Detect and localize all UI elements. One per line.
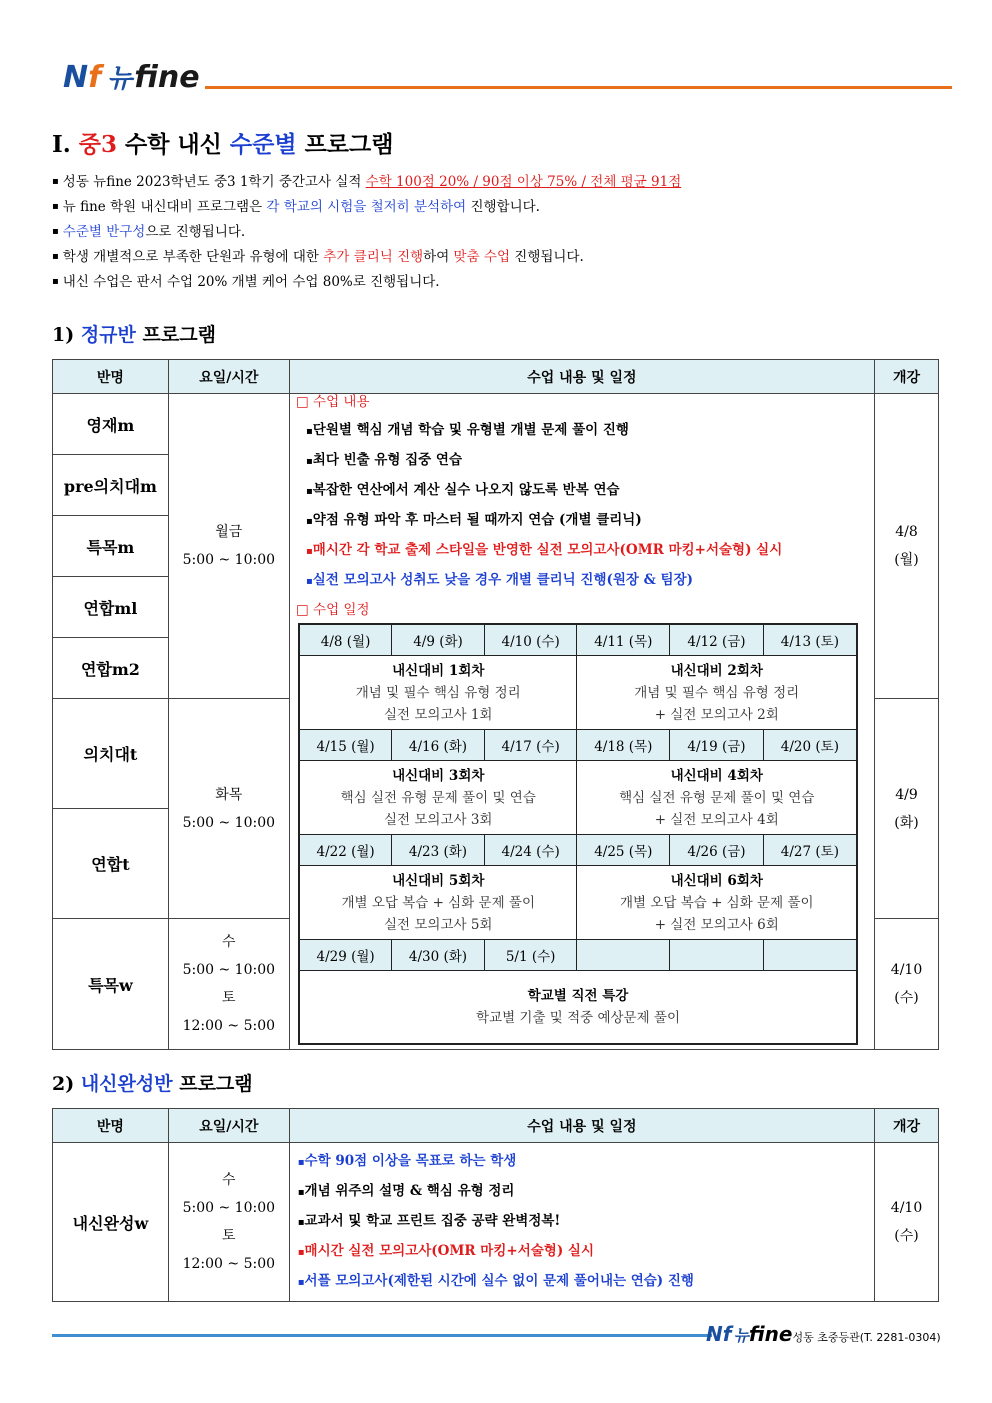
bullet-results: ▪ 성동 뉴fine 2023학년도 중3 1학기 중간고사 실적 수학 100점 20% / 90점 이상 75% / 전체 평균 91점 — [52, 174, 682, 190]
content-title: □ 수업 내용 — [296, 394, 370, 410]
content-item-text: 개념 위주의 설명 & 핵심 유형 정리 — [304, 1183, 515, 1199]
content-item: ▪복잡한 연산에서 계산 실수 나오지 않도록 반복 연습 — [306, 482, 620, 498]
bullet-highlight: 맞춤 수업 — [453, 249, 510, 265]
class-time-tue-thu — [168, 699, 289, 919]
open-date-complete — [875, 1143, 939, 1302]
open-day: (월) — [894, 552, 919, 568]
schedule-desc-row — [299, 761, 857, 835]
schedule-day: 4/25 (목) — [577, 835, 670, 866]
session-title: 내신대비 5회차 — [392, 872, 485, 889]
bullet-levels: ▪ 수준별 반구성으로 진행됩니다. — [52, 224, 246, 240]
content-item-text: 실전 모의고사 성취도 낮을 경우 개별 클리닉 진행(원장 & 팀장) — [312, 572, 694, 588]
title-grade: 중3 — [78, 131, 118, 158]
session-title: 내신대비 1회차 — [392, 662, 485, 679]
time-days: 수 — [222, 1172, 236, 1188]
schedule-day — [670, 940, 764, 971]
schedule-day: 4/18 (목) — [577, 730, 670, 761]
section-suffix: 프로그램 — [135, 324, 216, 346]
bullet-highlight: 수준별 반구성 — [62, 224, 146, 240]
class-name: 특목m — [53, 516, 169, 577]
complete-content — [289, 1143, 874, 1302]
col-header-open: 개강 — [875, 1109, 939, 1143]
page-title — [52, 126, 393, 159]
logo-mark-n: N — [63, 60, 89, 95]
class-name: 의치대t — [53, 699, 169, 809]
bullet-text: 진행합니다. — [466, 199, 540, 215]
schedule-day: 4/26 (금) — [670, 835, 764, 866]
title-mid: 수학 내신 — [117, 131, 230, 158]
content-item: ▪교과서 및 학교 프린트 집중 공략 완벽정복! — [297, 1213, 561, 1229]
col-header-class: 반명 — [53, 360, 169, 394]
content-item: ▪매시간 각 학교 출제 스타일을 반영한 실전 모의고사(OMR 마킹+서술형) 실시 — [306, 542, 783, 558]
schedule-day-row — [299, 940, 857, 971]
session-detail: 개념 및 필수 핵심 유형 정리 — [355, 684, 521, 701]
open-date: 4/10 — [890, 962, 923, 978]
footer-logo-kr: 뉴 — [733, 1326, 749, 1345]
content-item: ▪단원별 핵심 개념 학습 및 유형별 개별 문제 풀이 진행 — [306, 422, 629, 438]
title-suffix: 프로그램 — [296, 131, 394, 158]
logo-en: fine — [134, 60, 200, 95]
section1-heading — [52, 320, 216, 347]
col-header-time: 요일/시간 — [168, 1109, 289, 1143]
open-date: 4/8 — [895, 524, 918, 540]
session-detail: 개별 오답 복습 + 심화 문제 풀이 — [619, 894, 814, 911]
content-item: ▪수학 90점 이상을 목표로 하는 학생 — [297, 1153, 517, 1169]
session-detail: 학교별 기출 및 적중 예상문제 풀이 — [475, 1010, 681, 1026]
bullet-text: 학생 개별적으로 부족한 단원과 유형에 대한 — [62, 249, 324, 265]
logo-kr: 뉴 — [107, 64, 133, 94]
open-date-c — [875, 919, 939, 1050]
schedule-day: 4/22 (월) — [299, 835, 392, 866]
class-name: 특목w — [53, 919, 169, 1050]
class-name: 연합m2 — [53, 638, 169, 699]
bullet-analysis: ▪ 뉴 fine 학원 내신대비 프로그램은 각 학교의 시험을 철저히 분석하여 진행합니다. — [52, 199, 540, 215]
content-item-text: 교과서 및 학교 프린트 집중 공략 완벽정복! — [304, 1213, 561, 1229]
time-hours: 12:00 ~ 5:00 — [182, 1256, 276, 1272]
content-item: ▪서플 모의고사(제한된 시간에 실수 없이 문제 풀어내는 연습) 진행 — [297, 1273, 694, 1289]
schedule-desc-row — [299, 866, 857, 940]
schedule-day: 4/30 (화) — [392, 940, 485, 971]
bullet-clinic: ▪ 학생 개별적으로 부족한 단원과 유형에 대한 추가 클리닉 진행하여 맞춤 수업 진행됩니다. — [52, 249, 584, 265]
header-rule — [205, 86, 952, 89]
schedule-session — [577, 761, 857, 835]
class-name: pre의치대m — [53, 455, 169, 516]
content-item-text: 수학 90점 이상을 목표로 하는 학생 — [304, 1153, 517, 1169]
schedule-session — [577, 656, 857, 730]
schedule-day: 5/1 (수) — [484, 940, 577, 971]
col-header-content: 수업 내용 및 일정 — [289, 1109, 874, 1143]
bullet-highlight: 수학 100점 20% / 90점 이상 75% / 전체 평균 91점 — [365, 174, 682, 190]
schedule-day: 4/29 (월) — [299, 940, 392, 971]
title-prefix: I. — [52, 131, 79, 158]
brand-logo — [63, 58, 200, 95]
schedule-day: 4/9 (화) — [392, 624, 485, 656]
section2-heading — [52, 1069, 253, 1096]
section-number: 1) — [52, 324, 81, 346]
time-hours: 5:00 ~ 10:00 — [182, 1200, 276, 1216]
time-hours: 12:00 ~ 5:00 — [182, 1018, 276, 1034]
session-detail: 실전 모의고사 1회 — [384, 706, 493, 723]
bullet-text: 하여 — [423, 249, 454, 265]
class-time-mon-fri — [168, 394, 289, 699]
class-name: 연합t — [53, 809, 169, 919]
class-name: 연합ml — [53, 577, 169, 638]
session-title: 학교별 직전 특강 — [527, 988, 629, 1004]
content-item: ▪매시간 실전 모의고사(OMR 마킹+서술형) 실시 — [297, 1243, 594, 1259]
class-name: 영재m — [53, 394, 169, 455]
section-number: 2) — [52, 1073, 81, 1095]
bullet-text: 진행됩니다. — [510, 249, 584, 265]
session-detail: 개별 오답 복습 + 심화 문제 풀이 — [341, 894, 536, 911]
time-hours: 5:00 ~ 10:00 — [182, 552, 276, 568]
bullet-text: 내신 수업은 판서 수업 20% 개별 케어 수업 80%로 진행됩니다. — [62, 274, 440, 290]
session-detail: 실전 모의고사 3회 — [384, 811, 493, 828]
session-detail: 핵심 실전 유형 문제 풀이 및 연습 — [340, 789, 536, 806]
open-date: 4/9 — [895, 786, 918, 803]
schedule-special — [299, 971, 857, 1045]
footer-brand — [706, 1322, 941, 1346]
content-item: ▪개념 위주의 설명 & 핵심 유형 정리 — [297, 1183, 515, 1199]
content-item: ▪실전 모의고사 성취도 낮을 경우 개별 클리닉 진행(원장 & 팀장) — [306, 572, 694, 588]
bullet-highlight: 추가 클리닉 진행 — [323, 249, 424, 265]
session-title: 내신대비 4회차 — [670, 767, 763, 784]
schedule-day — [577, 940, 670, 971]
col-header-class: 반명 — [53, 1109, 169, 1143]
time-days: 화목 — [215, 786, 243, 803]
session-detail: 실전 모의고사 5회 — [384, 916, 493, 933]
col-header-open: 개강 — [875, 360, 939, 394]
time-hours: 5:00 ~ 10:00 — [182, 962, 276, 978]
footer-logo-en: fine — [748, 1322, 793, 1346]
schedule-day: 4/24 (수) — [484, 835, 577, 866]
content-item: ▪최다 빈출 유형 집중 연습 — [306, 452, 462, 468]
class-name: 내신완성w — [53, 1143, 169, 1302]
content-item-text: 단원별 핵심 개념 학습 및 유형별 개별 문제 풀이 진행 — [312, 422, 629, 438]
content-item-text: 매시간 각 학교 출제 스타일을 반영한 실전 모의고사(OMR 마킹+서술형) 실시 — [312, 542, 783, 558]
class-time-wed-sat — [168, 1143, 289, 1302]
col-header-time: 요일/시간 — [168, 360, 289, 394]
col-header-content: 수업 내용 및 일정 — [289, 360, 874, 394]
session-detail: + 실전 모의고사 6회 — [654, 916, 779, 933]
session-detail: 개념 및 필수 핵심 유형 정리 — [634, 684, 800, 701]
section-name: 내신완성반 — [80, 1073, 173, 1095]
time-days: 토 — [222, 990, 236, 1006]
open-date-b — [875, 699, 939, 919]
schedule-desc-row — [299, 971, 857, 1045]
time-days: 월금 — [215, 524, 243, 540]
schedule-day-row — [299, 624, 857, 656]
open-date: 4/10 — [890, 1200, 923, 1216]
footer-logo-mark: Nf — [706, 1322, 732, 1346]
schedule-day: 4/20 (토) — [763, 730, 857, 761]
time-days: 토 — [222, 1228, 236, 1244]
time-days: 수 — [222, 934, 236, 950]
schedule-day — [763, 940, 857, 971]
content-item-text: 복잡한 연산에서 계산 실수 나오지 않도록 반복 연습 — [312, 482, 620, 498]
schedule-day: 4/13 (토) — [763, 624, 857, 656]
section-name: 정규반 — [80, 324, 136, 346]
schedule-title: □ 수업 일정 — [296, 602, 370, 618]
schedule-session — [299, 656, 577, 730]
schedule-session — [577, 866, 857, 940]
content-item-text: 매시간 실전 모의고사(OMR 마킹+서술형) 실시 — [304, 1243, 594, 1259]
open-date-a — [875, 394, 939, 699]
bullet-text: 성동 뉴fine 2023학년도 중3 1학기 중간고사 실적 — [62, 174, 366, 190]
open-day: (수) — [894, 1228, 919, 1244]
footer-rule — [52, 1334, 712, 1337]
class-content — [296, 388, 782, 624]
schedule-day: 4/8 (월) — [299, 624, 392, 656]
logo-mark-f: f — [88, 60, 102, 95]
schedule-day: 4/15 (월) — [299, 730, 392, 761]
bullet-highlight: 각 학교의 시험을 철저히 분석하여 — [266, 199, 467, 215]
open-day: (화) — [894, 814, 919, 831]
bullet-text: 뉴 fine 학원 내신대비 프로그램은 — [62, 199, 267, 215]
session-title: 내신대비 6회차 — [670, 872, 763, 889]
schedule-day: 4/16 (화) — [392, 730, 485, 761]
session-title: 내신대비 2회차 — [670, 662, 763, 679]
title-level: 수준별 — [229, 131, 297, 158]
schedule-desc-row — [299, 656, 857, 730]
schedule-day-row — [299, 835, 857, 866]
session-detail: 핵심 실전 유형 문제 풀이 및 연습 — [619, 789, 815, 806]
schedule-day: 4/12 (금) — [670, 624, 764, 656]
schedule-session — [299, 866, 577, 940]
footer-branch: 성동 초중등관(T. 2281-0304) — [792, 1331, 941, 1344]
schedule-table — [298, 623, 858, 1045]
schedule-day: 4/19 (금) — [670, 730, 764, 761]
bullet-text: 으로 진행됩니다. — [145, 224, 246, 240]
session-detail: + 실전 모의고사 4회 — [654, 811, 779, 828]
open-day: (수) — [894, 990, 919, 1006]
schedule-day: 4/17 (수) — [484, 730, 577, 761]
schedule-day: 4/11 (목) — [577, 624, 670, 656]
section-suffix: 프로그램 — [172, 1073, 253, 1095]
bullet-ratio: ▪ 내신 수업은 판서 수업 20% 개별 케어 수업 80%로 진행됩니다. — [52, 274, 440, 290]
schedule-day: 4/23 (화) — [392, 835, 485, 866]
session-detail: + 실전 모의고사 2회 — [654, 706, 779, 723]
schedule-session — [299, 761, 577, 835]
schedule-day: 4/27 (토) — [763, 835, 857, 866]
complete-program-table — [52, 1108, 939, 1302]
class-time-wed-sat — [168, 919, 289, 1050]
content-item-text: 서플 모의고사(제한된 시간에 실수 없이 문제 풀어내는 연습) 진행 — [304, 1273, 694, 1289]
schedule-day-row — [299, 730, 857, 761]
content-item-text: 약점 유형 파악 후 마스터 될 때까지 연습 (개별 클리닉) — [312, 512, 642, 528]
schedule-day: 4/10 (수) — [484, 624, 577, 656]
content-item-text: 최다 빈출 유형 집중 연습 — [312, 452, 462, 468]
time-hours: 5:00 ~ 10:00 — [182, 814, 276, 831]
session-title: 내신대비 3회차 — [392, 767, 485, 784]
content-item: ▪약점 유형 파악 후 마스터 될 때까지 연습 (개별 클리닉) — [306, 512, 642, 528]
